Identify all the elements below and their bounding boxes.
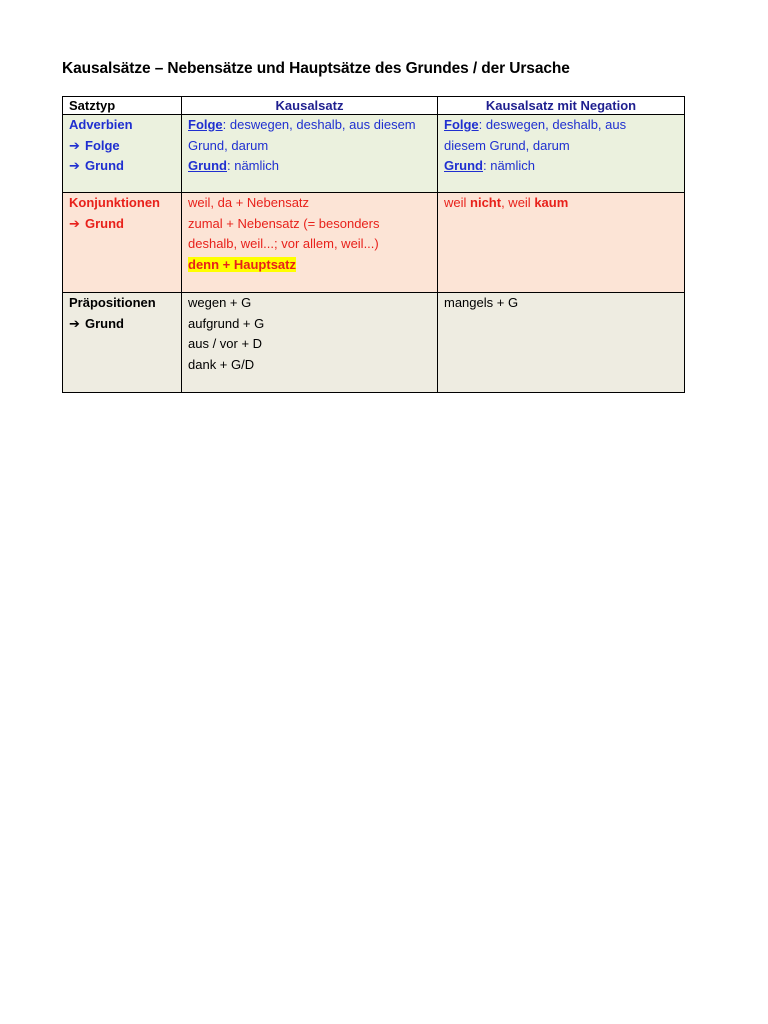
satztyp-label: Konjunktionen <box>69 195 160 210</box>
header-satztyp: Satztyp <box>63 97 182 115</box>
cell-satztyp-praepositionen <box>63 293 182 393</box>
text-line: deshalb, weil...; vor allem, weil...) <box>188 236 379 251</box>
table-row-praepositionen <box>63 293 685 393</box>
keyword-nicht: nicht <box>470 195 502 210</box>
text-line: dank + G/D <box>188 356 255 372</box>
keyword-grund: Grund <box>444 158 483 173</box>
cell-negation-praepositionen <box>438 293 685 393</box>
text-line: Grund, darum <box>188 137 269 153</box>
arrow-right-icon: ➔ <box>69 215 80 231</box>
text-line: aufgrund + G <box>188 315 265 331</box>
sub-item-grund: ➔ Grund <box>69 314 175 335</box>
keyword-folge: Folge <box>188 117 223 132</box>
text-line: zumal + Nebensatz (= besonders <box>188 215 380 231</box>
table-row-konjunktionen <box>63 193 685 293</box>
cell-negation-adverbien <box>438 115 685 193</box>
kausalsaetze-table <box>62 96 685 393</box>
cell-kausalsatz-konjunktionen <box>182 193 438 293</box>
cell-kausalsatz-praepositionen <box>182 293 438 393</box>
keyword-kaum: kaum <box>534 195 569 210</box>
sub-item-grund: ➔ Grund <box>69 214 175 235</box>
arrow-right-icon: ➔ <box>69 158 80 173</box>
header-kausalsatz: Kausalsatz <box>182 97 438 115</box>
table-header-row <box>63 97 685 115</box>
satztyp-label: Adverbien <box>69 117 133 132</box>
keyword-grund: Grund <box>188 158 227 173</box>
text-line: aus / vor + D <box>188 336 263 351</box>
sub-item-folge: ➔ Folge <box>69 136 175 157</box>
text-line: diesem Grund, darum <box>444 137 570 153</box>
cell-negation-konjunktionen <box>438 193 685 293</box>
arrow-right-icon: ➔ <box>69 315 80 331</box>
text-line: wegen + G <box>188 295 252 310</box>
sub-item-grund: ➔ Grund <box>69 156 175 177</box>
header-negation: Kausalsatz mit Negation <box>438 97 685 115</box>
arrow-right-icon: ➔ <box>69 137 80 153</box>
satztyp-label: Präpositionen <box>69 295 156 310</box>
text-line: Grund: nämlich <box>188 158 280 173</box>
highlighted-text: denn + Hauptsatz <box>188 256 296 272</box>
cell-kausalsatz-adverbien <box>182 115 438 193</box>
text-line: weil, da + Nebensatz <box>188 195 310 210</box>
cell-satztyp-konjunktionen <box>63 193 182 293</box>
text-line: Folge: deswegen, deshalb, aus diesem <box>188 117 416 132</box>
text-line: mangels + G <box>444 295 519 310</box>
text-line: Folge: deswegen, deshalb, aus <box>444 117 627 132</box>
keyword-folge: Folge <box>444 117 479 132</box>
table-row-adverbien <box>63 115 685 193</box>
text-line: Grund: nämlich <box>444 158 536 173</box>
cell-satztyp-adverbien <box>63 115 182 193</box>
text-line <box>188 255 431 276</box>
text-line: weil nicht, weil kaum <box>444 195 569 210</box>
page-title: Kausalsätze – Nebensätze und Hauptsätze des Grundes / der Ursache <box>62 60 570 77</box>
